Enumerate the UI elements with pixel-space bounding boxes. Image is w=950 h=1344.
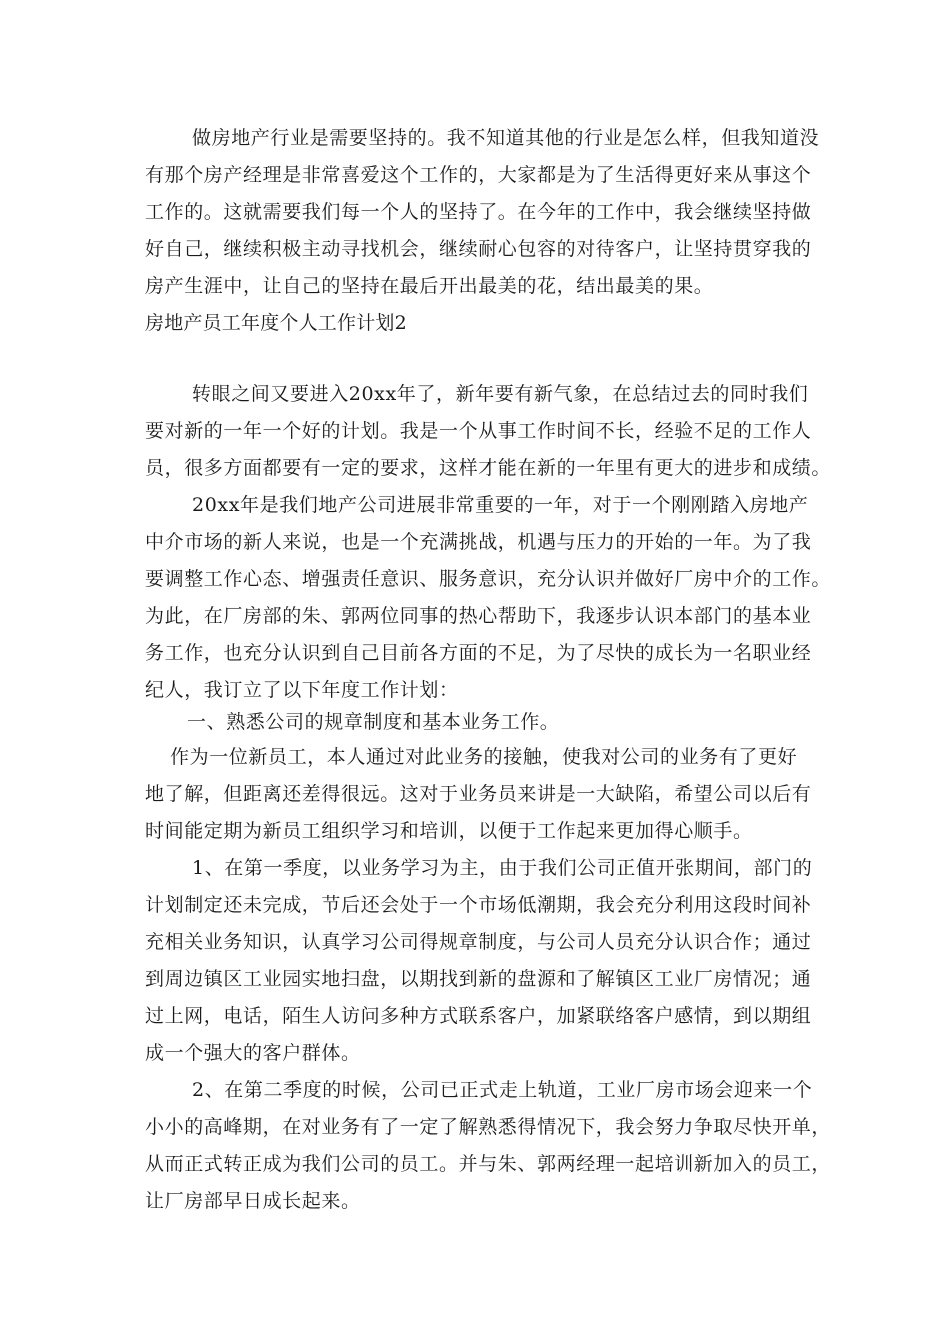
para5-line-4: 到周边镇区工业园实地扫盘，以期找到新的盘源和了解镇区工业厂房情况；通 [145,968,812,990]
para3-line-3: 要调整工作心态、增强责任意识、服务意识，充分认识并做好厂房中介的工作。 [145,568,832,590]
para1-line-1: 做房地产行业是需要坚持的。我不知道其他的行业是怎么样，但我知道没 [192,127,820,149]
para5-line-3: 充相关业务知识，认真学习公司得规章制度，与公司人员充分认识合作；通过 [145,931,812,953]
para3-line-5: 务工作，也充分认识到自己目前各方面的不足，为了尽快的成长为一名职业经 [145,642,812,664]
para6-line-1: 2、在第二季度的时候，公司已正式走上轨道，工业厂房市场会迎来一个 [192,1079,813,1101]
para6-line-4: 让厂房部早日成长起来。 [145,1190,361,1212]
section1-heading: 一、熟悉公司的规章制度和基本业务工作。 [187,711,560,733]
para1-line-5: 房产生涯中，让自己的坚持在最后开出最美的花，结出最美的果。 [145,275,714,297]
para6-line-3: 从而正式转正成为我们公司的员工。并与朱、郭两经理一起培训新加入的员工， [145,1153,832,1175]
para4-line-2: 地了解，但距离还差得很远。这对于业务员来讲是一大缺陷，希望公司以后有 [145,783,812,805]
para1-line-4: 好自己，继续积极主动寻找机会，继续耐心包容的对待客户，让坚持贯穿我的 [145,238,812,260]
para6-line-2: 小小的高峰期，在对业务有了一定了解熟悉得情况下，我会努力争取尽快开单， [145,1116,832,1138]
para2-line-3: 员，很多方面都要有一定的要求，这样才能在新的一年里有更大的进步和成绩。 [145,457,832,479]
para4-line-1: 作为一位新员工，本人通过对此业务的接触，使我对公司的业务有了更好 [170,746,798,768]
para1-line-3: 工作的。这就需要我们每一个人的坚持了。在今年的工作中，我会继续坚持做 [145,201,812,223]
section-heading: 房地产员工年度个人工作计划2 [145,312,407,334]
para5-line-5: 过上网，电话，陌生人访问多种方式联系客户，加紧联络客户感情，到以期组 [145,1005,812,1027]
para3-line-6: 纪人，我订立了以下年度工作计划： [145,679,459,701]
para1-line-2: 有那个房产经理是非常喜爱这个工作的，大家都是为了生活得更好来从事这个 [145,164,812,186]
para2-line-1: 转眼之间又要进入20xx年了，新年要有新气象，在总结过去的同时我们 [192,383,809,405]
para3-line-2: 中介市场的新人来说，也是一个充满挑战，机遇与压力的开始的一年。为了我 [145,531,812,553]
para5-line-2: 计划制定还未完成，节后还会处于一个市场低潮期，我会充分利用这段时间补 [145,894,812,916]
para3-line-1: 20xx年是我们地产公司进展非常重要的一年，对于一个刚刚踏入房地产 [192,494,809,516]
para5-line-6: 成一个强大的客户群体。 [145,1042,361,1064]
para4-line-3: 时间能定期为新员工组织学习和培训，以便于工作起来更加得心顺手。 [145,820,753,842]
para3-line-4: 为此，在厂房部的朱、郭两位同事的热心帮助下，我逐步认识本部门的基本业 [145,605,812,627]
para2-line-2: 要对新的一年一个好的计划。我是一个从事工作时间不长，经验不足的工作人 [145,420,812,442]
para5-line-1: 1、在第一季度，以业务学习为主，由于我们公司正值开张期间，部门的 [192,857,813,879]
